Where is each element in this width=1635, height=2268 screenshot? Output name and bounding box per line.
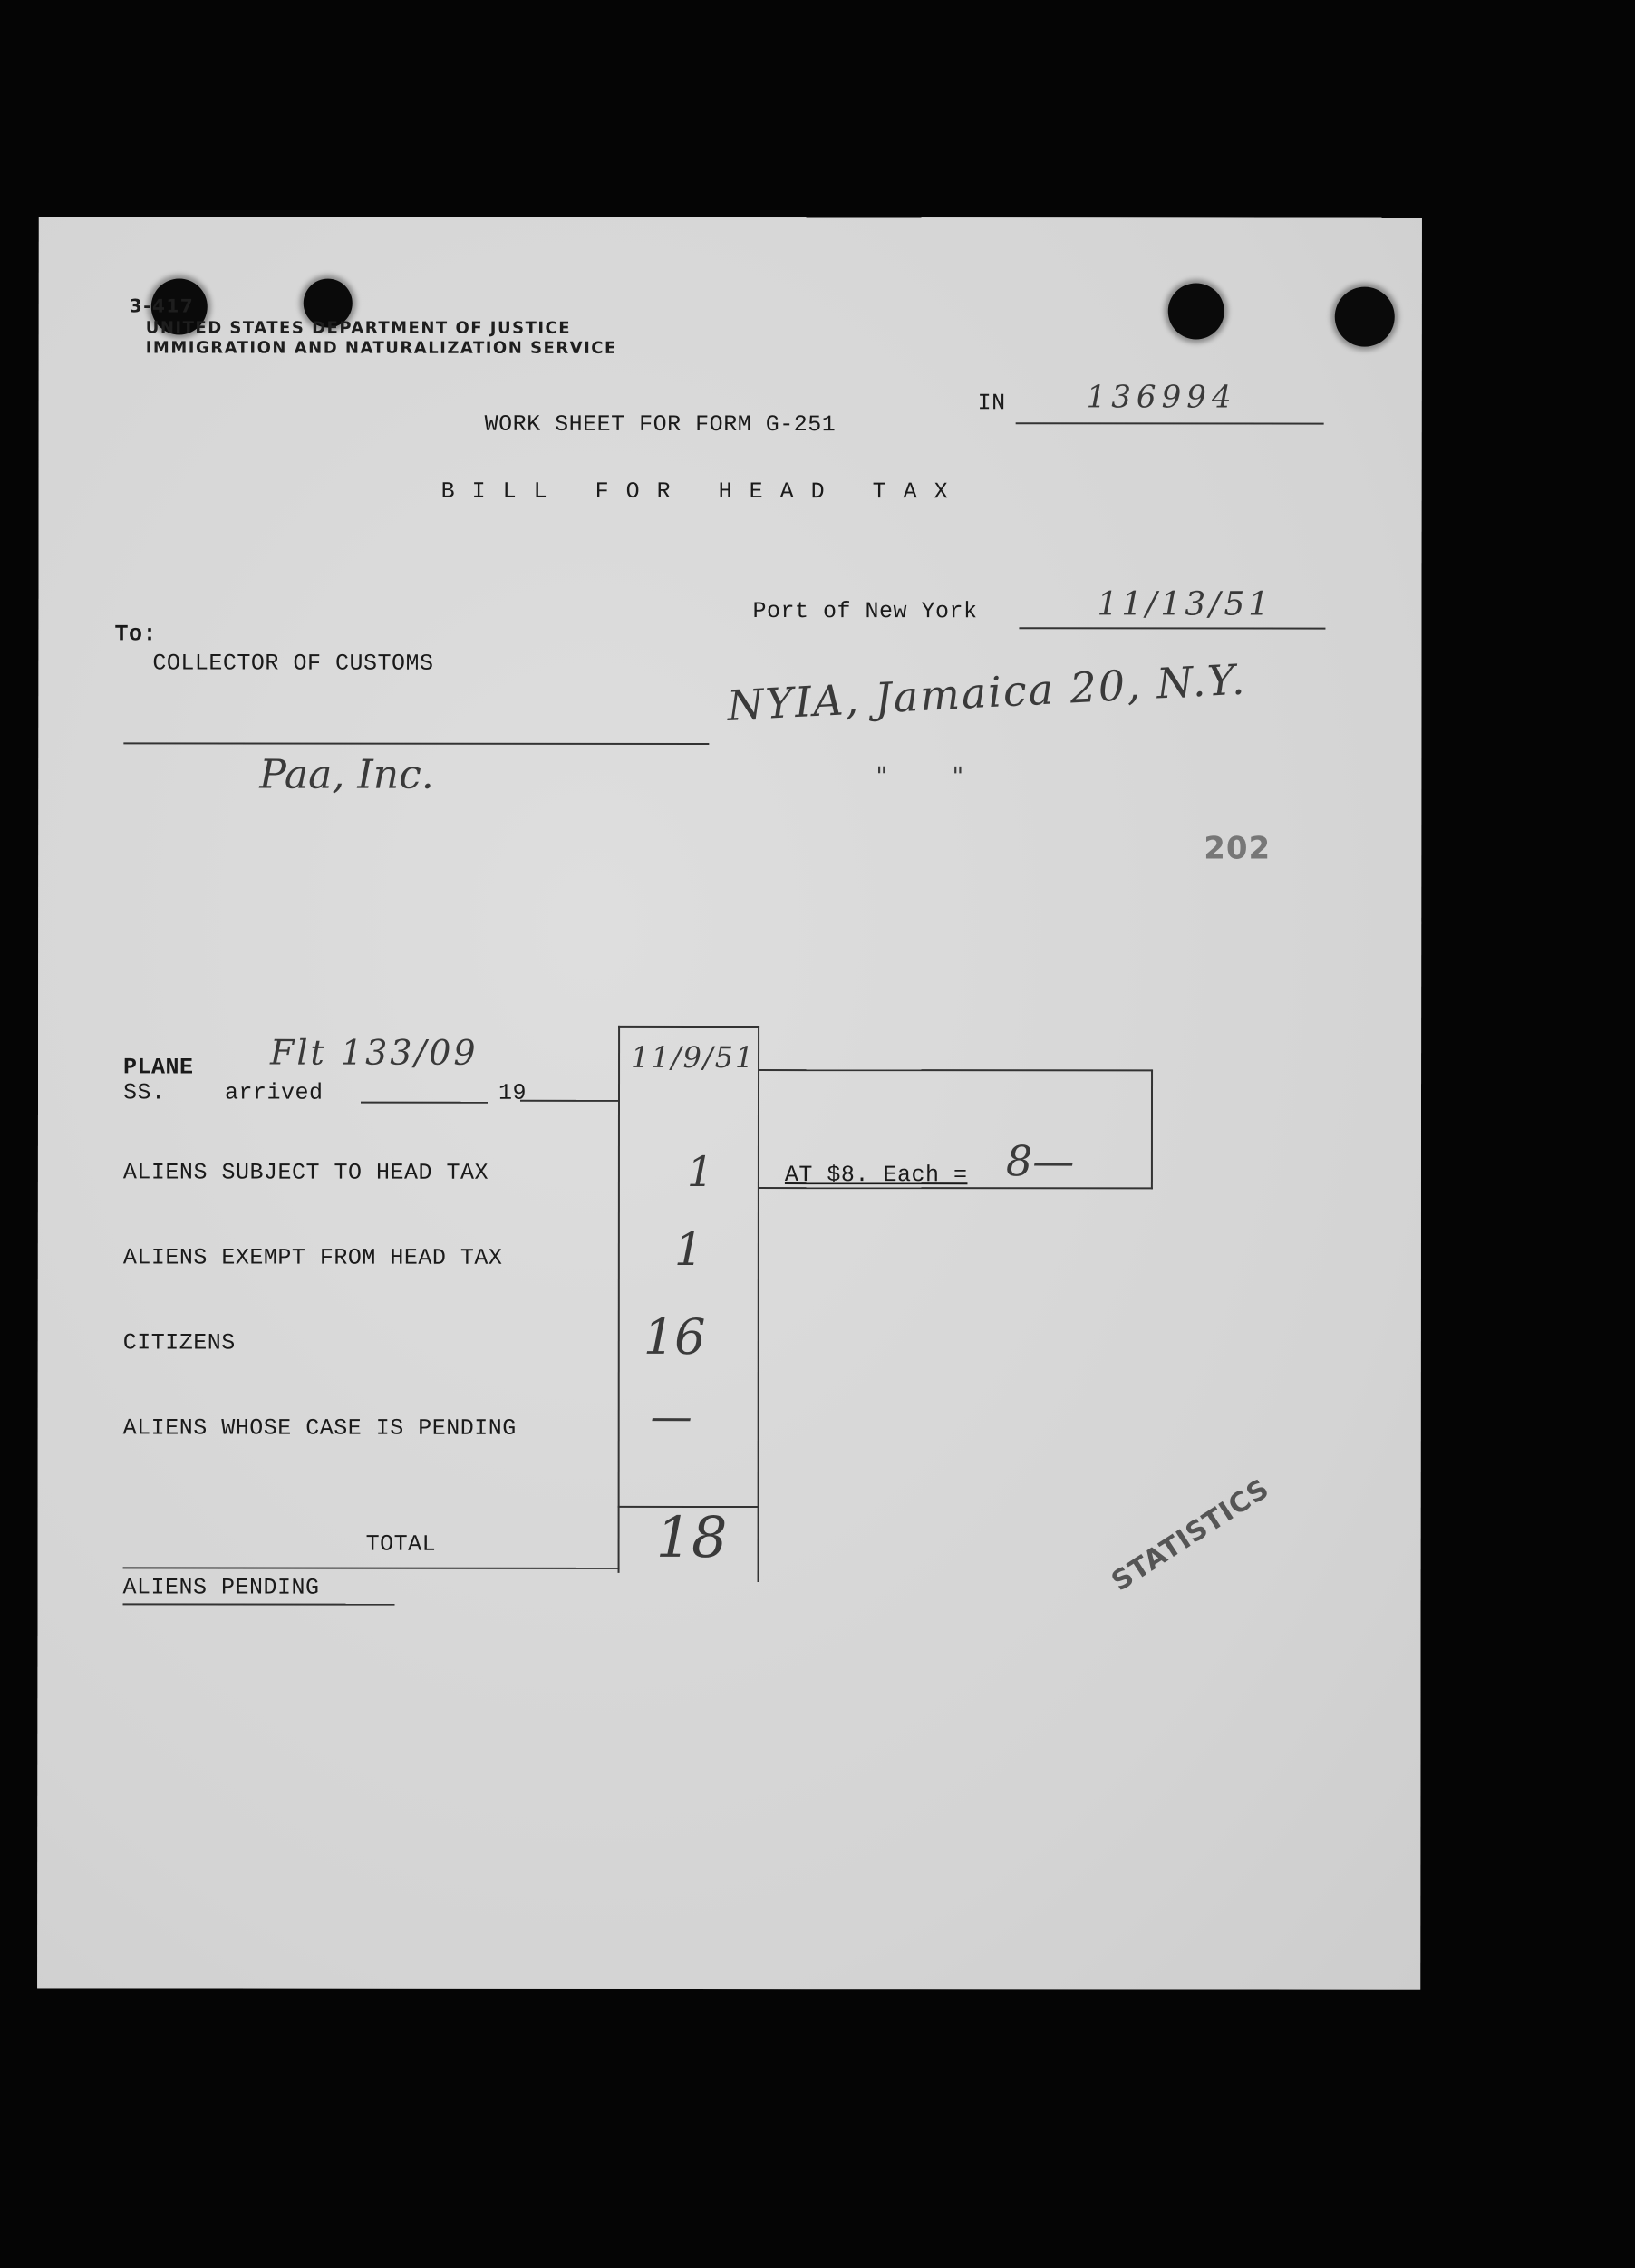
total-value: 18 <box>655 1503 728 1570</box>
form-number: 3-417 <box>129 294 195 317</box>
worksheet-title: WORK SHEET FOR FORM G-251 <box>484 410 837 439</box>
stamp-number: 202 <box>1204 830 1272 867</box>
carrier-underline <box>123 742 709 745</box>
punch-hole-icon <box>1168 283 1224 339</box>
statistics-stamp: STATISTICS <box>1106 1472 1276 1598</box>
in-number-value: 136994 <box>1086 379 1237 416</box>
to-label: To: <box>114 621 157 648</box>
row-label-exempt: ALIENS EXEMPT FROM HEAD TAX <box>122 1244 503 1271</box>
tax-box-top <box>759 1069 1153 1071</box>
arrival-date: 11/9/51 <box>631 1039 756 1076</box>
tax-box-right <box>1151 1069 1153 1189</box>
arrived-underline <box>361 1102 488 1104</box>
port-label: Port of New York <box>752 598 978 625</box>
port-date-underline <box>1019 627 1325 629</box>
port-date-value: 11/13/51 <box>1097 585 1273 623</box>
agency-service: IMMIGRATION AND NATURALIZATION SERVICE <box>145 338 617 358</box>
ss-label: SS. <box>122 1079 166 1106</box>
carrier-name: Paa, Inc. <box>259 751 434 798</box>
to-value: COLLECTOR OF CUSTOMS <box>152 650 434 677</box>
arrived-label: arrived <box>224 1079 324 1106</box>
row-value-citizens: 16 <box>643 1308 706 1366</box>
form-sheet <box>37 217 1422 1989</box>
tax-amount: 8— <box>1005 1136 1075 1186</box>
ss-row-rule <box>520 1100 620 1102</box>
agency-name: UNITED STATES DEPARTMENT OF JUSTICE <box>145 318 572 338</box>
table-top-rule <box>618 1026 759 1028</box>
row-label-citizens: CITIZENS <box>122 1329 236 1356</box>
row-label-subject: ALIENS SUBJECT TO HEAD TAX <box>122 1159 489 1186</box>
punch-hole-icon <box>1335 287 1395 347</box>
total-label: TOTAL <box>365 1530 437 1558</box>
table-right-rule <box>758 1026 760 1582</box>
flight-number: Flt 133/09 <box>270 1032 479 1073</box>
plane-label: PLANE <box>123 1054 194 1081</box>
bill-title: B I L L F O R H E A D T A X <box>440 478 950 506</box>
table-left-rule <box>618 1026 621 1573</box>
aliens-total-underline <box>123 1567 620 1568</box>
ditto-marks: " " <box>876 761 964 792</box>
row-value-exempt: 1 <box>673 1222 703 1276</box>
footer-underline <box>123 1603 395 1605</box>
tax-rate-label: AT $8. Each = <box>784 1162 968 1189</box>
row-value-subject: 1 <box>686 1146 714 1196</box>
year-prefix: 19 <box>498 1079 527 1106</box>
row-label-pending: ALIENS WHOSE CASE IS PENDING <box>122 1414 517 1442</box>
carrier-address: NYIA, Jamaica 20, N.Y. <box>725 654 1248 730</box>
in-label: IN <box>977 390 1006 417</box>
aliens-pending-label: ALIENS PENDING <box>122 1574 320 1601</box>
row-value-pending: — <box>650 1391 692 1441</box>
in-number-underline <box>1016 422 1324 424</box>
